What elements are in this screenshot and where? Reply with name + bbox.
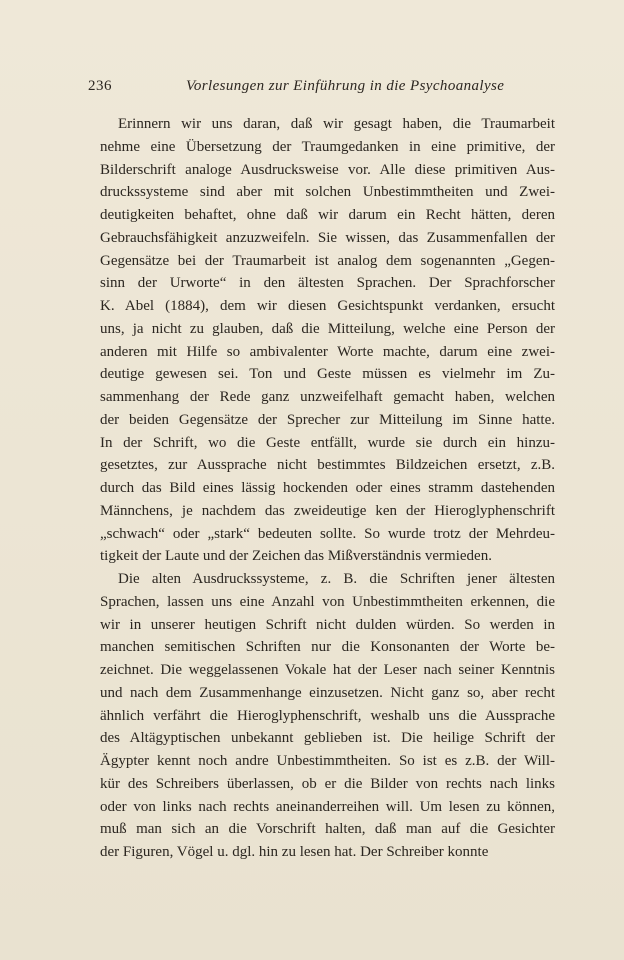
- text-line: der beiden Gegensätze der Sprecher zur Mitteilung im Sinne hatte.: [100, 411, 555, 428]
- paragraph: [100, 568, 555, 864]
- text-line: nehme eine Übersetzung der Traumgedanken in eine primitive, der: [100, 138, 555, 155]
- page-number: 236: [88, 78, 112, 94]
- text-line: Gegensätze bei der Traumarbeit ist analog dem sogenannten „Gegen-: [100, 252, 555, 269]
- text-line: sinn der Urworte“ in den ältesten Sprachen. Der Sprachforscher: [100, 275, 555, 292]
- text-line: manchen semitischen Schriften nur die Konsonanten der Worte be-: [100, 639, 555, 656]
- text-line: deutige gewesen sei. Ton und Geste müssen es vielmehr im Zu-: [100, 366, 555, 383]
- text-line: Die alten Ausdruckssysteme, z. B. die Schriften jener ältesten: [118, 571, 555, 587]
- text-line: und nach dem Zusammenhange einzusetzen. Nicht ganz so, aber recht: [100, 684, 555, 701]
- text-line: Männchens, je nachdem das zweideutige ken der Hieroglyphenschrift: [100, 502, 555, 519]
- text-line: Ägypter kennt noch andre Unbestimmtheiten. So ist es z.B. der Will-: [100, 753, 555, 769]
- text-line: kür des Schreibers überlassen, ob er die Bilder von rechts nach links: [100, 775, 555, 792]
- text-line: des Altägyptischen unbekannt geblieben ist. Die heilige Schrift der: [100, 730, 555, 747]
- text-line: wir in unserer heutigen Schrift nicht dulden würden. So werden in: [100, 616, 555, 633]
- text-line: K. Abel (1884), dem wir diesen Gesichtspunkt verdanken, ersucht: [100, 298, 555, 314]
- text-line: Bilderschrift analoge Ausdrucksweise vor. Alle diese primitiven Aus-: [100, 161, 555, 178]
- text-line: gesetztes, zur Aussprache nicht bestimmtes Bildzeichen ersetzt, z.B.: [100, 457, 555, 474]
- text-line: Sprachen, lassen uns eine Anzahl von Unbestimmtheiten erkennen, die: [100, 593, 555, 610]
- text-line: ähnlich verfährt die Hieroglyphenschrift, weshalb uns die Aussprache: [100, 707, 555, 724]
- text-line: anderen mit Hilfe so ambivalenter Worte machte, darum eine zwei-: [100, 343, 555, 360]
- running-title: Vorlesungen zur Einführung in die Psychoanalyse: [186, 78, 505, 94]
- text-line: Gebrauchsfähigkeit anzuzweifeln. Sie wissen, das Zusammenfallen der: [100, 229, 555, 246]
- text-line: In der Schrift, wo die Geste entfällt, wurde sie durch ein hinzu-: [100, 434, 555, 451]
- text-line: muß man sich an die Vorschrift halten, daß man auf die Gesichter: [100, 821, 555, 838]
- text-line: zeichnet. Die weggelassenen Vokale hat der Leser nach seiner Kenntnis: [100, 662, 555, 678]
- body-text: [100, 113, 555, 864]
- text-line: sammenhang der Rede ganz unzweifelhaft gemacht haben, welchen: [100, 389, 555, 405]
- text-line: Erinnern wir uns daran, daß wir gesagt haben, die Traumarbeit: [118, 116, 555, 132]
- text-line: der Figuren, Vögel u. dgl. hin zu lesen hat. Der Schreiber konnte: [100, 844, 489, 860]
- paragraph: [100, 113, 555, 568]
- text-line: „schwach“ oder „stark“ bedeuten sollte. So wurde trotz der Mehrdeu-: [100, 525, 555, 542]
- text-line: deutigkeiten behaftet, ohne daß wir darum ein Recht hätten, deren: [100, 207, 555, 223]
- text-line: oder von links nach rechts aneinanderreihen will. Um lesen zu können,: [100, 798, 555, 815]
- text-line: durch das Bild eines lässig hockenden oder eines stramm dastehenden: [100, 480, 555, 496]
- text-line: uns, ja nicht zu glauben, daß die Mitteilung, welche eine Person der: [100, 320, 555, 337]
- text-line: tigkeit der Laute und der Zeichen das Mißverständnis vermieden.: [100, 548, 492, 565]
- text-line: druckssysteme sind aber mit solchen Unbestimmtheiten und Zwei-: [100, 184, 555, 201]
